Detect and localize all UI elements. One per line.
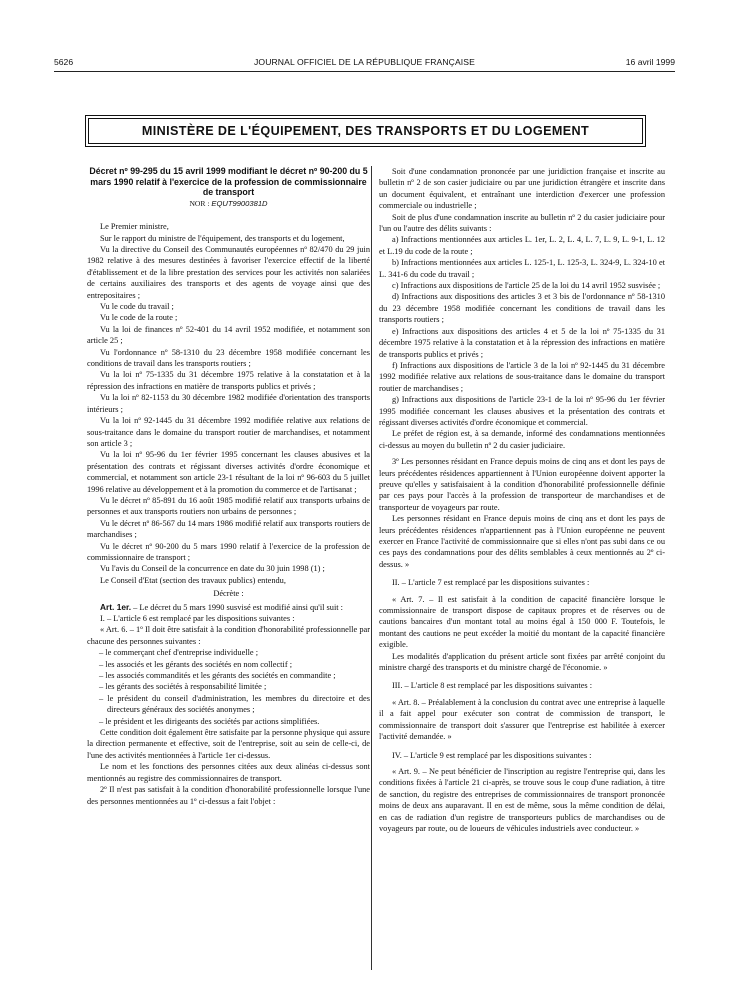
visa-paragraph: Vu l'ordonnance nº 58-1310 du 23 décembre 1958 modifiée concernant les conditions de travail dans les transports routiers ; bbox=[87, 347, 370, 369]
body-paragraph: a) Infractions mentionnées aux articles L. 1er, L. 2, L. 4, L. 7, L. 9, L. 9-1, L. 12 et L.19 du code de la route ; bbox=[379, 235, 665, 256]
body-paragraph: b) Infractions mentionnées aux articles L. 125-1, L. 125-3, L. 324-9, L. 324-10 et L. 341-6 du code du travail ; bbox=[379, 258, 665, 279]
visa-paragraph: Sur le rapport du ministre de l'équipement, des transports et du logement, bbox=[100, 233, 345, 243]
left-column bbox=[87, 166, 370, 807]
body-paragraph: g) Infractions aux dispositions de l'article 23-1 de la loi nº 95-96 du 1er février 1995 modifiée concernant les clauses abusives et la présentation des contrats et régissant diverses activités d'ordre économique et commercial. bbox=[379, 395, 665, 427]
right-column bbox=[379, 166, 665, 834]
visa-paragraph: Vu le décret nº 90-200 du 5 mars 1990 relatif à l'exercice de la profession de commissionnaire de transport ; bbox=[87, 541, 370, 562]
journal-title: JOURNAL OFFICIEL DE LA RÉPUBLIQUE FRANÇAISE bbox=[254, 57, 475, 67]
body-paragraph: c) Infractions aux dispositions de l'article 25 de la loi du 14 avril 1952 susvisée ; bbox=[392, 281, 661, 291]
art6-list bbox=[87, 647, 370, 727]
visa-paragraph: Vu le code du travail ; bbox=[100, 302, 174, 312]
list-item: – le président et les dirigeants des sociétés par actions simplifiées. bbox=[99, 716, 320, 726]
list-item: – les associés commandités et les gérants des sociétés en commandite ; bbox=[99, 671, 336, 681]
body-paragraph: Les personnes résidant en France depuis moins de cinq ans et dont les pays de leurs précédentes résidences n'appartiennent pas à l'Union européenne ne peuvent exercer en France l'activité de commissionnaire que si elles n'ont pas subi dans ce ou ces pays des condamnations pour des délits semblables à ceux mentionnés au 2º ci-dessus. » bbox=[379, 514, 665, 569]
list-item: – le commerçant chef d'entreprise individuelle ; bbox=[99, 648, 259, 658]
decrete-heading: Décrète : bbox=[213, 589, 244, 599]
visa-paragraph: Vu la directive du Conseil des Communautés européennes nº 82/470 du 29 juin 1982 relative à des mesures destinées à favoriser l'exercice effectif de la liberté d'établissement et de la libre prestation des services pour les activités non salariées de certains auxiliaires des transports et des agents de voyage ainsi que des entrepositaires ; bbox=[87, 245, 370, 300]
nor-reference bbox=[87, 198, 370, 209]
visa-paragraph: Vu la loi nº 82-1153 du 30 décembre 1982 modifiée d'orientation des transports intérieurs ; bbox=[87, 393, 370, 414]
section-1: I. – L'article 6 est remplacé par les dispositions suivantes : bbox=[100, 614, 295, 623]
list-item: – le président du conseil d'administration, les membres du directoire et des directeurs généraux des sociétés anonymes ; bbox=[99, 693, 370, 715]
list-item: – les associés et les gérants des sociétés en nom collectif ; bbox=[99, 659, 293, 669]
section-4: IV. – L'article 9 est remplacé par les dispositions suivantes : bbox=[392, 750, 592, 760]
visa-paragraph: Vu la loi nº 75-1335 du 31 décembre 1975 relative à la constatation et à la répression des infractions en matière de transports publics et privés ; bbox=[87, 370, 370, 391]
decree-title: Décret nº 99-295 du 15 avril 1999 modifiant le décret nº 90-200 du 5 mars 1990 relatif à l'exercice de la profession de commissionnaire de transport bbox=[89, 166, 368, 198]
body-paragraph: Le préfet de région est, à sa demande, informé des condamnations mentionnées ci-dessus au moyen du bulletin nº 2 du casier judiciaire. bbox=[379, 429, 665, 450]
visa-paragraph: Vu la loi nº 92-1445 du 31 décembre 1992 modifiée relative aux relations de sous-traitance dans le domaine du transport routier de marchandises, et notamment son article 3 ; bbox=[87, 416, 370, 448]
running-header bbox=[54, 57, 675, 71]
art7-text bbox=[379, 594, 665, 674]
left-after-paragraphs bbox=[87, 727, 370, 807]
article-1-label: Art. 1er. bbox=[100, 601, 132, 612]
article-1 bbox=[87, 602, 370, 613]
column-divider bbox=[371, 166, 372, 970]
art8-text: « Art. 8. – Préalablement à la conclusion du contrat avec une entreprise à laquelle il a fait appel pour exécuter son contrat de commission de transport, le commissionnaire de transport doit s'assurer que l'entreprise est habilitée à exercer l'activité demandée. » bbox=[379, 697, 665, 742]
body-paragraph: 2º Il n'est pas satisfait à la condition d'honorabilité professionnelle lorsque l'une des personnes mentionnées au 1º ci-dessus a fait l'objet : bbox=[87, 785, 370, 806]
visa-paragraph: Vu la loi de finances nº 52-401 du 14 avril 1952 modifiée, et notamment son article 25 ; bbox=[87, 324, 370, 346]
visa-paragraph: Vu le décret nº 85-891 du 16 août 1985 modifié relatif aux transports urbains de personnes et aux transports routiers non urbains de personnes ; bbox=[87, 495, 370, 517]
issue-date: 16 avril 1999 bbox=[625, 57, 675, 67]
body-paragraph: Soit d'une condamnation prononcée par une juridiction française et inscrite au bulletin nº 2 de son casier judiciaire ou par une juridiction étrangère et inscrite dans un document équivalent, et entraînant une interdiction d'exercer une profession commerciale ou industrielle ; bbox=[379, 167, 665, 211]
article-1-text: – Le décret du 5 mars 1990 susvisé est modifié ainsi qu'il suit : bbox=[131, 602, 343, 612]
visa-paragraph: Vu l'avis du Conseil de la concurrence en date du 30 juin 1998 (1) ; bbox=[100, 564, 325, 574]
body-paragraph: Soit de plus d'une condamnation inscrite au bulletin nº 2 du casier judiciaire pour l'un ou l'autre des délits suivants : bbox=[379, 212, 665, 234]
visa-paragraph: Vu le décret nº 86-567 du 14 mars 1986 modifié relatif aux transports routiers de marchandises ; bbox=[87, 518, 370, 540]
ministry-title: MINISTÈRE DE L'ÉQUIPEMENT, DES TRANSPORTS ET DU LOGEMENT bbox=[141, 124, 590, 138]
body-paragraph: 3º Les personnes résidant en France depuis moins de cinq ans et dont les pays de leurs précédentes résidences appartiennent à l'Union européenne doivent apporter la preuve qu'elles y satisfaisaient à la condition d'honorabilité professionnelle définie par ces pays pour l'accès à la profession de transporteur de marchandises et de transporteur de voyageurs par route. bbox=[379, 457, 665, 512]
nor-label: NOR : bbox=[189, 198, 210, 208]
body-paragraph: Les modalités d'application du présent article sont fixées par arrêté conjoint du ministre chargé des transports et du ministre chargé de l'économie. » bbox=[379, 651, 665, 673]
visa-paragraph: Le Conseil d'Etat (section des travaux publics) entendu, bbox=[100, 575, 286, 585]
header-rule bbox=[54, 71, 675, 72]
visa-paragraphs bbox=[87, 221, 370, 586]
body-paragraph: « Art. 7. – Il est satisfait à la condition de capacité financière lorsque le commissionnaire de transport dispose de capitaux propres et de réserves ou de cautions bancaires d'un montant total au moins égal à 150 000 F. Toutefois, le montant des cautions ne peut excéder la moitié du montant de la capacité financière exigible. bbox=[379, 594, 665, 650]
section-3: III. – L'article 8 est remplacé par les dispositions suivantes : bbox=[392, 681, 593, 691]
body-paragraph: Le nom et les fonctions des personnes citées aux deux alinéas ci-dessus sont mentionnés au registre des commissionnaires de transport. bbox=[87, 762, 370, 783]
paragraph-3 bbox=[379, 456, 665, 570]
ministry-banner bbox=[88, 118, 643, 144]
nor-value: EQUT9900381D bbox=[211, 198, 268, 208]
section-2: II. – L'article 7 est remplacé par les dispositions suivantes : bbox=[392, 578, 590, 588]
visa-paragraph: Vu le code de la route ; bbox=[100, 313, 178, 323]
visa-paragraph: Vu la loi nº 95-96 du 1er février 1995 concernant les clauses abusives et la présentation des contrats et régissant diverses activités d'ordre économique et commercial, et notamment son article 23-1 résultant de la loi nº 96-603 du 5 juillet 1996 relative au développement et à la promotion du commerce et de l'artisanat ; bbox=[87, 450, 370, 494]
body-paragraph: e) Infractions aux dispositions des articles 4 et 5 de la loi nº 75-1335 du 31 décembre 1975 relative à la constatation et à la répression des infractions en matière de transports publics et privés ; bbox=[379, 326, 665, 359]
visa-paragraph: Le Premier ministre, bbox=[100, 222, 169, 232]
body-paragraph: Cette condition doit également être satisfaite par la personne physique qui assure la direction permanente et effective, soit de l'entreprise, soit au sein de celle-ci, de l'une des activités mentionnées à l'article 1er ci-dessus. bbox=[87, 728, 370, 760]
page-number: 5626 bbox=[54, 57, 74, 67]
art6-intro: « Art. 6. – 1º Il doit être satisfait à la condition d'honorabilité professionnelle par chacune des personnes suivantes : bbox=[87, 625, 370, 646]
right-paragraphs bbox=[379, 166, 665, 451]
art9-text: « Art. 9. – Ne peut bénéficier de l'inscription au registre l'entreprise qui, dans les conditions fixées à l'article 21 ci-après, se trouve sous le coup d'une radiation, à titre de sanction, du registre des entreprises de commissionnaires de transport prononcée moins de deux ans auparavant. Il en est de même, sous la même condition de délai, en cas de radiation d'un registre de transporteurs publics de marchandises ou de voyageurs par route, ou de loueurs de véhicules industriels avec conducteur. » bbox=[379, 766, 665, 833]
list-item: – les gérants des sociétés à responsabilité limitée ; bbox=[99, 682, 267, 692]
body-paragraph: f) Infractions aux dispositions de l'article 3 de la loi nº 92-1445 du 31 décembre 1992 modifiée relative aux relations de sous-traitance dans le domaine du transport routier de marchandises ; bbox=[379, 360, 665, 393]
body-paragraph: d) Infractions aux dispositions des articles 3 et 3 bis de l'ordonnance nº 58-1310 du 23 décembre 1958 modifiée concernant les conditions de travail dans les transports routiers ; bbox=[379, 292, 665, 325]
